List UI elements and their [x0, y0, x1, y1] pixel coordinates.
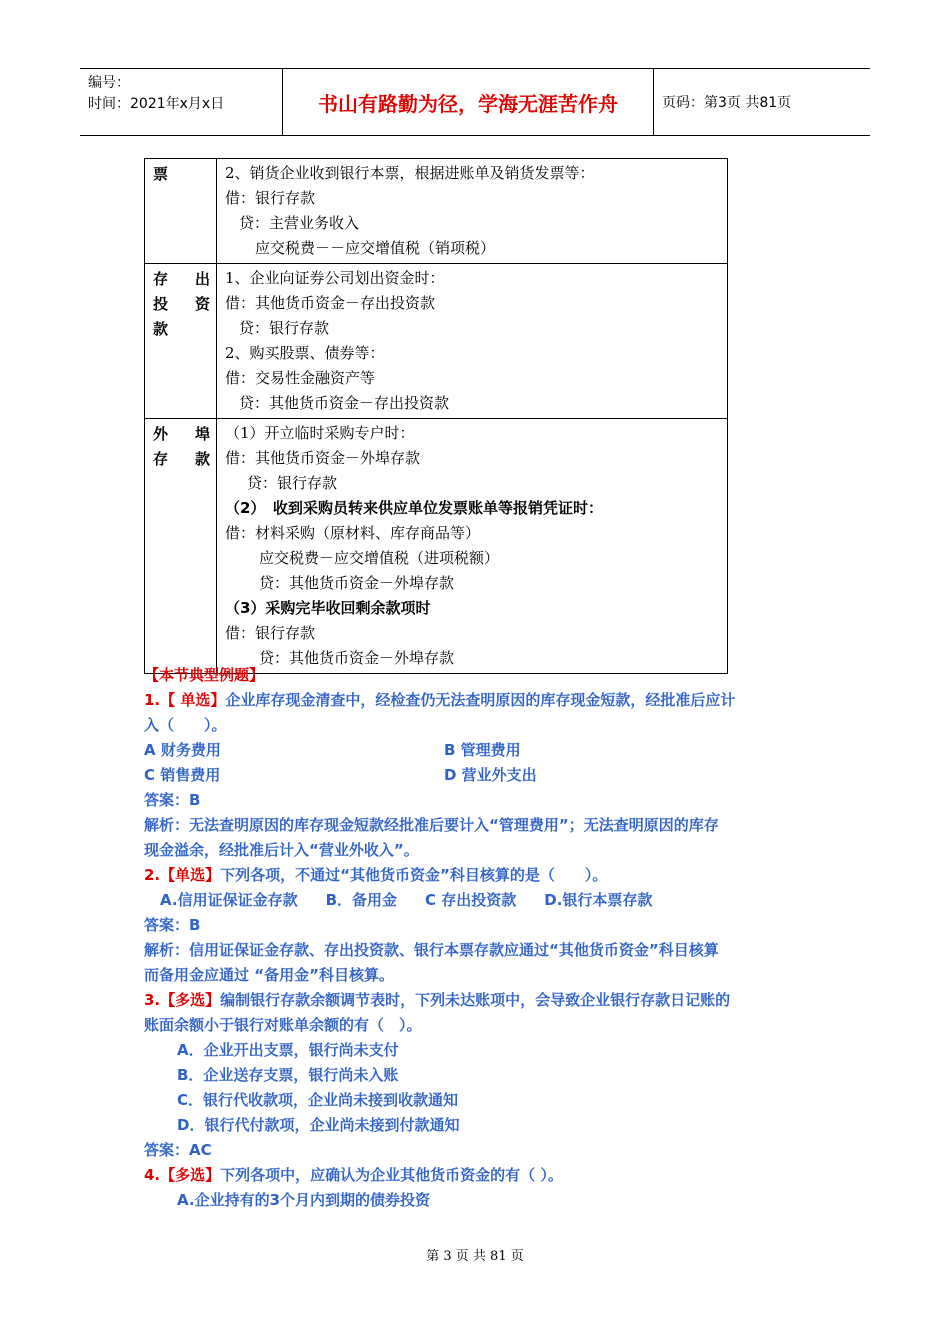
- q2-answer: 答案：B: [144, 916, 201, 934]
- category-char: 资: [194, 295, 210, 313]
- q1-tag: 【 单选】: [160, 691, 226, 709]
- entry-line: 借：银行存款: [225, 624, 316, 642]
- entry-line: 贷：银行存款: [239, 319, 330, 337]
- q2-text: 下列各项，不通过“其他货币资金”科目核算的是（ ）。: [220, 866, 608, 884]
- example-questions: [144, 663, 814, 1213]
- category-label: [153, 292, 210, 317]
- category-char: 埠: [194, 425, 210, 443]
- entry-line: 2、销货企业收到银行本票，根据进账单及销货发票等：: [225, 164, 595, 182]
- entry-line: 贷：主营业务收入: [239, 214, 360, 232]
- entry-line: （3）采购完毕收回剩余款项时: [225, 599, 431, 617]
- q3-text: 编制银行存款余额调节表时，下列未达账项中，会导致企业银行存款日记账的: [220, 991, 731, 1009]
- q1-options-row2: [144, 763, 814, 788]
- q1-stem-cont: 入（ ）。: [144, 716, 227, 734]
- q2-option-d: D.银行本票存款: [544, 891, 653, 909]
- q1-analysis-cont: 现金溢余，经批准后计入“营业外收入”。: [144, 841, 419, 859]
- entry-line: 借：其他货币资金－外埠存款: [225, 449, 421, 467]
- entry-line: （2） 收到采购员转来供应单位发票账单等报销凭证时：: [225, 499, 603, 517]
- entry-line: 2、购买股票、债券等：: [225, 344, 385, 362]
- entry-line: （1）开立临时采购专户时：: [225, 424, 415, 442]
- q1-stem: [144, 688, 814, 713]
- q2-analysis-cont: 而备用金应通过 “备用金”科目核算。: [144, 966, 394, 984]
- table-row: [145, 264, 728, 419]
- header-meta: [80, 69, 283, 135]
- q3-tag: 【多选】: [160, 991, 221, 1009]
- q4-text: 下列各项中，应确认为企业其他货币资金的有（ ）。: [220, 1166, 563, 1184]
- q1-option-d: D 营业外支出: [444, 766, 537, 784]
- accounting-entries-table: [144, 158, 728, 674]
- q3-option-c: C．银行代收款项，企业尚未接到收款通知: [177, 1091, 459, 1109]
- q4-tag: 【多选】: [160, 1166, 221, 1184]
- table-row: [145, 419, 728, 674]
- q2-options: [144, 888, 814, 913]
- q3-stem: [144, 988, 814, 1013]
- entry-line: 借：银行存款: [225, 189, 316, 207]
- entry-line: 贷：银行存款: [247, 474, 338, 492]
- q4-option-a: A.企业持有的3个月内到期的债券投资: [177, 1191, 431, 1209]
- q3-answer: 答案：AC: [144, 1141, 212, 1159]
- section-title: 【本节典型例题】: [144, 666, 265, 684]
- q2-option-c: C 存出投资款: [425, 891, 517, 909]
- q1-options-row1: [144, 738, 814, 763]
- entry-line: 借：其他货币资金－存出投资款: [225, 294, 436, 312]
- category-char: 存: [153, 270, 169, 288]
- q1-number: 1.: [144, 691, 161, 709]
- entry-line: 贷：其他货币资金－外埠存款: [259, 574, 455, 592]
- q3-stem-cont: 账面余额小于银行对账单余额的有（ ）。: [144, 1016, 422, 1034]
- doc-code-label: 编号：: [88, 75, 130, 91]
- entry-cell: [217, 264, 728, 419]
- q2-option-a: A.信用证保证金存款: [160, 891, 298, 909]
- entry-cell: [217, 419, 728, 674]
- entry-line: 贷：其他货币资金－存出投资款: [239, 394, 450, 412]
- q3-option-b: B．企业送存支票，银行尚未入账: [177, 1066, 399, 1084]
- q4-stem: [144, 1163, 814, 1188]
- entry-line: 借：交易性金融资产等: [225, 369, 376, 387]
- category-char: 款: [194, 450, 210, 468]
- q2-tag: 【单选】: [160, 866, 221, 884]
- category-char: 存: [153, 450, 169, 468]
- q3-number: 3.: [144, 991, 161, 1009]
- category-label: [153, 267, 210, 292]
- category-cell: [145, 264, 217, 419]
- page-header: [80, 68, 870, 136]
- category-label: [153, 447, 210, 472]
- category-label: [153, 422, 210, 447]
- category-cell: [145, 419, 217, 674]
- category-cell: [145, 159, 217, 264]
- entry-line: 应交税费－－应交增值税（销项税）: [255, 239, 496, 257]
- q2-analysis: 解析：信用证保证金存款、存出投资款、银行本票存款应通过“其他货币资金”科目核算: [144, 941, 719, 959]
- q1-option-b: B 管理费用: [444, 741, 521, 759]
- q1-option-a: A 财务费用: [144, 741, 221, 759]
- entry-line: 1、企业向证券公司划出资金时：: [225, 269, 445, 287]
- header-motto: 书山有路勤为径，学海无涯苦作舟: [283, 69, 654, 135]
- doc-date-label: 时间：2021年x月x日: [88, 96, 225, 112]
- q2-option-b: B．备用金: [325, 891, 398, 909]
- q4-number: 4.: [144, 1166, 161, 1184]
- q1-text: 企业库存现金清查中，经检查仍无法查明原因的库存现金短款，经批准后应计: [225, 691, 736, 709]
- q3-option-d: D．银行代付款项，企业尚未接到付款通知: [177, 1116, 460, 1134]
- page-footer: 第 3 页 共 81 页: [426, 1249, 524, 1264]
- category-label: 款: [153, 320, 169, 338]
- entry-line: 借：材料采购（原材料、库存商品等）: [225, 524, 481, 542]
- category-char: 投: [153, 295, 169, 313]
- entry-line: 应交税费－应交增值税（进项税额）: [259, 549, 500, 567]
- q2-stem: [144, 863, 814, 888]
- header-page-info: 页码：第3页 共81页: [662, 95, 792, 111]
- category-char: 出: [194, 270, 210, 288]
- category-char: 外: [153, 425, 169, 443]
- category-label: 票: [153, 165, 169, 183]
- table-row: [145, 159, 728, 264]
- q3-option-a: A．企业开出支票，银行尚未支付: [177, 1041, 399, 1059]
- entry-cell: [217, 159, 728, 264]
- q2-number: 2.: [144, 866, 161, 884]
- q1-analysis: 解析：无法查明原因的库存现金短款经批准后要计入“管理费用”；无法查明原因的库存: [144, 816, 719, 834]
- q1-option-c: C 销售费用: [144, 766, 221, 784]
- q1-answer: 答案：B: [144, 791, 201, 809]
- entry-line: 贷：其他货币资金－外埠存款: [259, 649, 455, 667]
